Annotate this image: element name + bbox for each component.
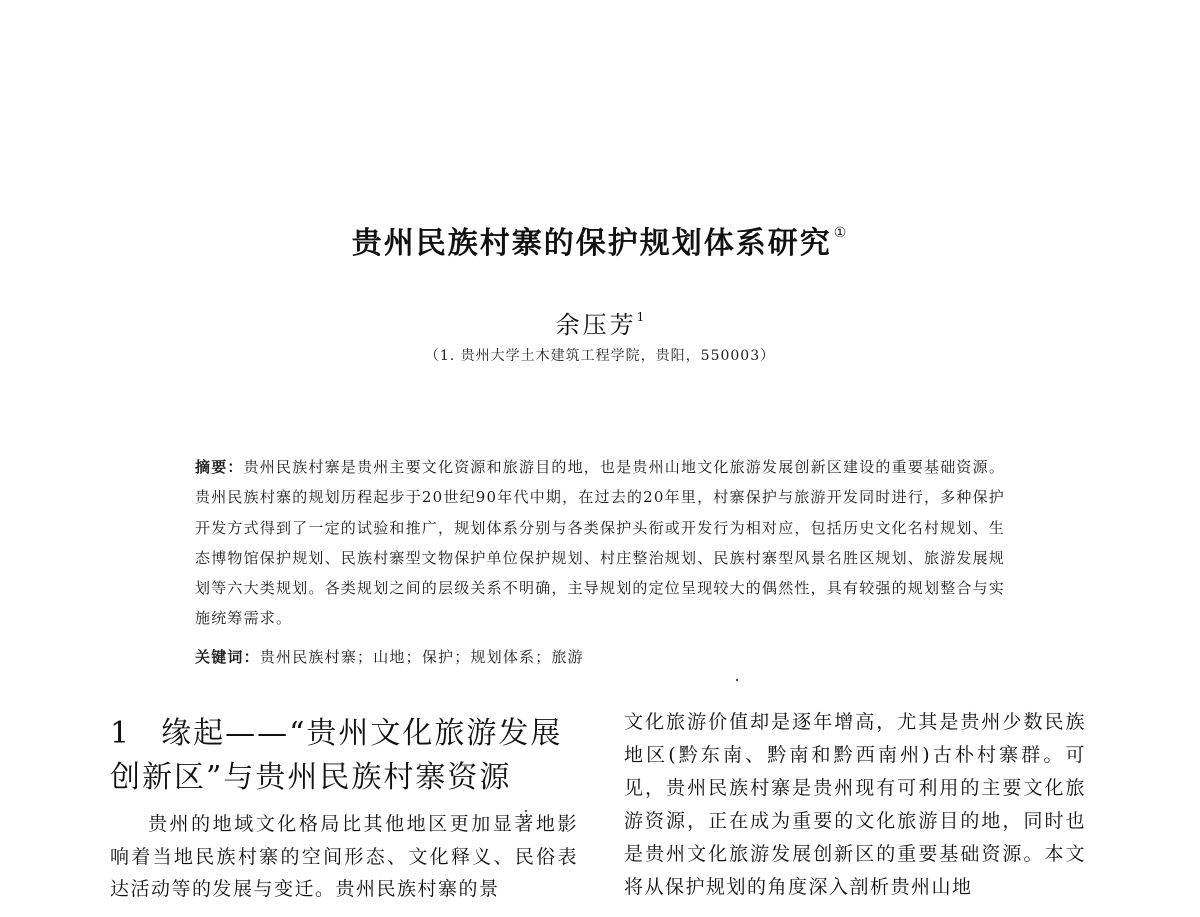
body-paragraph-left: 贵州的地域文化格局比其他地区更加显著地影响着当地民族村寨的空间形态、文化释义、民俗表达活动等的发展与变迁。贵州民族村寨的景 bbox=[110, 813, 578, 900]
abstract-text: 贵州民族村寨是贵州主要文化资源和旅游目的地，也是贵州山地文化旅游发展创新区建设的重要基础资源。贵州民族村寨的规划历程起步于20世纪90年代中期，在过去的20年里，村寨保护与旅游开发同时进行，多种保护开发方式得到了一定的试验和推广，规划体系分别与各类保护头衔或开发行为相对应，包括历史文化名村规划、生态博物馆保护规划、民族村寨型文物保护单位保护规划、村庄整治规划、民族村寨型风景名胜区规划、旅游发展规划等六大类规划。各类规划之间的层级关系不明确，主导规划的定位呈现较大的偶然性，具有较强的规划整合与实施统筹需求。 bbox=[195, 458, 1006, 628]
left-column bbox=[110, 712, 578, 906]
abstract bbox=[195, 452, 1005, 634]
keywords bbox=[195, 646, 1005, 667]
section-heading-text: 缘起——“贵州文化旅游发展创新区”与贵州民族村寨资源 bbox=[110, 716, 563, 795]
right-column bbox=[624, 706, 1086, 904]
keywords-text: 贵州民族村寨；山地；保护；规划体系；旅游 bbox=[259, 648, 584, 666]
author-affiliation-mark: 1 bbox=[636, 310, 645, 324]
author-name: 余压芳 bbox=[555, 311, 637, 339]
title-footnote-mark: ① bbox=[833, 225, 849, 241]
body-paragraph-right: 文化旅游价值却是逐年增高，尤其是贵州少数民族地区(黔东南、黔南和黔西南州)古朴村寨群。可见，贵州民族村寨是贵州现有可利用的主要文化旅游资源，正在成为重要的文化旅游目的地，同时也是贵州文化旅游发展创新区的重要基础资源。本文将从保护规划的角度深入剖析贵州山地 bbox=[624, 711, 1086, 898]
scan-speck bbox=[525, 810, 527, 812]
paper-title bbox=[0, 218, 1200, 262]
abstract-label: 摘要： bbox=[195, 458, 244, 476]
keywords-label: 关键词： bbox=[195, 648, 260, 666]
section-heading bbox=[110, 712, 578, 800]
author-affiliation: （1. 贵州大学土木建筑工程学院，贵阳，550003） bbox=[424, 348, 776, 364]
scan-speck bbox=[736, 679, 738, 681]
author-line bbox=[0, 305, 1200, 340]
paper-title-text: 贵州民族村寨的保护规划体系研究 bbox=[351, 226, 832, 261]
section-number: 1 bbox=[110, 716, 132, 751]
